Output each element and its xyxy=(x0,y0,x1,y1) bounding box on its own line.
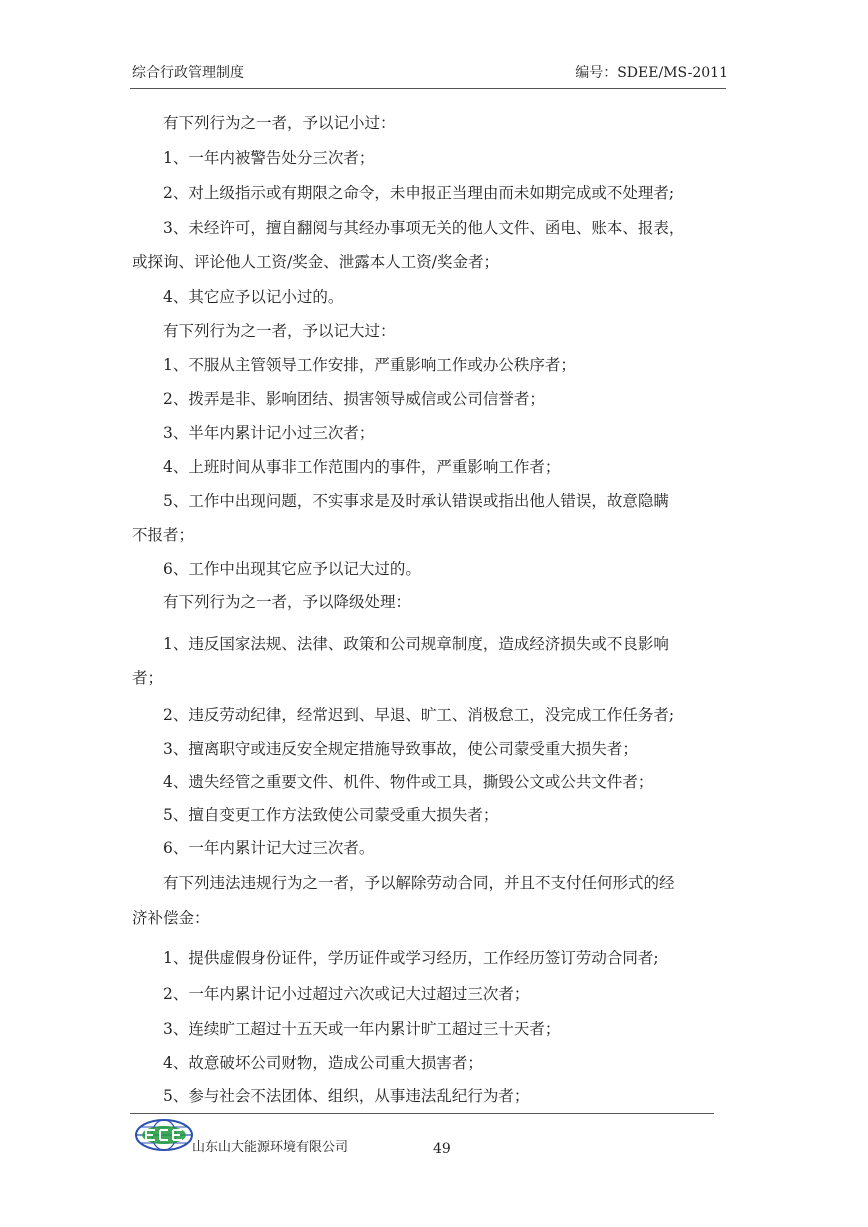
paragraph-line: 1、提供虚假身份证件，学历证件或学习经历，工作经历签订劳动合同者; xyxy=(163,949,659,967)
paragraph-line: 5、参与社会不法团体、组织，从事违法乱纪行为者； xyxy=(163,1087,530,1105)
paragraph-line: 1、一年内被警告处分三次者； xyxy=(163,149,375,167)
paragraph-line: 3、连续旷工超过十五天或一年内累计旷工超过三十天者； xyxy=(163,1020,561,1038)
footer-divider xyxy=(130,1113,714,1114)
paragraph-line: 6、一年内累计记大过三次者。 xyxy=(163,839,375,857)
paragraph-line: 2、对上级指示或有期限之命令，未申报正当理由而未如期完成或不处理者; xyxy=(163,184,675,202)
paragraph-line: 者； xyxy=(132,669,164,687)
page-header xyxy=(132,62,728,84)
header-divider xyxy=(130,88,726,89)
paragraph-line: 4、遗失经管之重要文件、机件、物件或工具，撕毁公文或公共文件者； xyxy=(163,773,654,791)
paragraph-line: 5、工作中出现问题，不实事求是及时承认错误或指出他人错误，故意隐瞒 xyxy=(163,492,669,510)
paragraph-line: 有下列违法违规行为之一者，予以解除劳动合同，并且不支付任何形式的经 xyxy=(163,874,675,892)
paragraph-line: 2、违反劳动纪律，经常迟到、早退、旷工、消极怠工，没完成工作任务者; xyxy=(163,706,675,724)
paragraph-line: 1、不服从主管领导工作安排，严重影响工作或办公秩序者； xyxy=(163,356,576,374)
paragraph-line: 3、未经许可，擅自翻阅与其经办事项无关的他人文件、函电、账本、报表， xyxy=(163,219,685,237)
company-logo-icon xyxy=(134,1118,194,1152)
paragraph-line: 4、其它应予以记小过的。 xyxy=(163,288,344,306)
paragraph-line: 1、违反国家法规、法律、政策和公司规章制度，造成经济损失或不良影响 xyxy=(163,635,669,653)
page-number: 49 xyxy=(433,1141,451,1157)
paragraph-line: 4、上班时间从事非工作范围内的事件，严重影响工作者； xyxy=(163,458,561,476)
company-name: 山东山大能源环境有限公司 xyxy=(192,1140,349,1155)
paragraph-line: 2、一年内累计记小过超过六次或记大过超过三次者； xyxy=(163,985,530,1003)
paragraph-line: 2、拨弄是非、影响团结、损害领导威信或公司信誉者； xyxy=(163,390,545,408)
paragraph-line: 有下列行为之一者，予以记小过： xyxy=(163,114,396,132)
paragraph-line: 3、半年内累计记小过三次者； xyxy=(163,424,375,442)
paragraph-line: 有下列行为之一者，予以记大过： xyxy=(163,322,396,340)
document-title: 综合行政管理制度 xyxy=(132,65,244,81)
paragraph-line: 4、故意破坏公司财物，造成公司重大损害者； xyxy=(163,1054,483,1072)
paragraph-line: 不报者； xyxy=(132,526,195,544)
paragraph-line: 3、擅离职守或违反安全规定措施导致事故，使公司蒙受重大损失者； xyxy=(163,740,638,758)
paragraph-line: 5、擅自变更工作方法致使公司蒙受重大损失者； xyxy=(163,806,499,824)
paragraph-line: 或探询、评论他人工资/奖金、泄露本人工资/奖金者； xyxy=(132,253,499,271)
paragraph-line: 6、工作中出现其它应予以记大过的。 xyxy=(163,560,421,578)
paragraph-line: 济补偿金： xyxy=(132,909,210,927)
paragraph-line: 有下列行为之一者，予以降级处理： xyxy=(163,593,412,611)
document-code: 编号：SDEE/MS-2011 xyxy=(575,65,728,81)
